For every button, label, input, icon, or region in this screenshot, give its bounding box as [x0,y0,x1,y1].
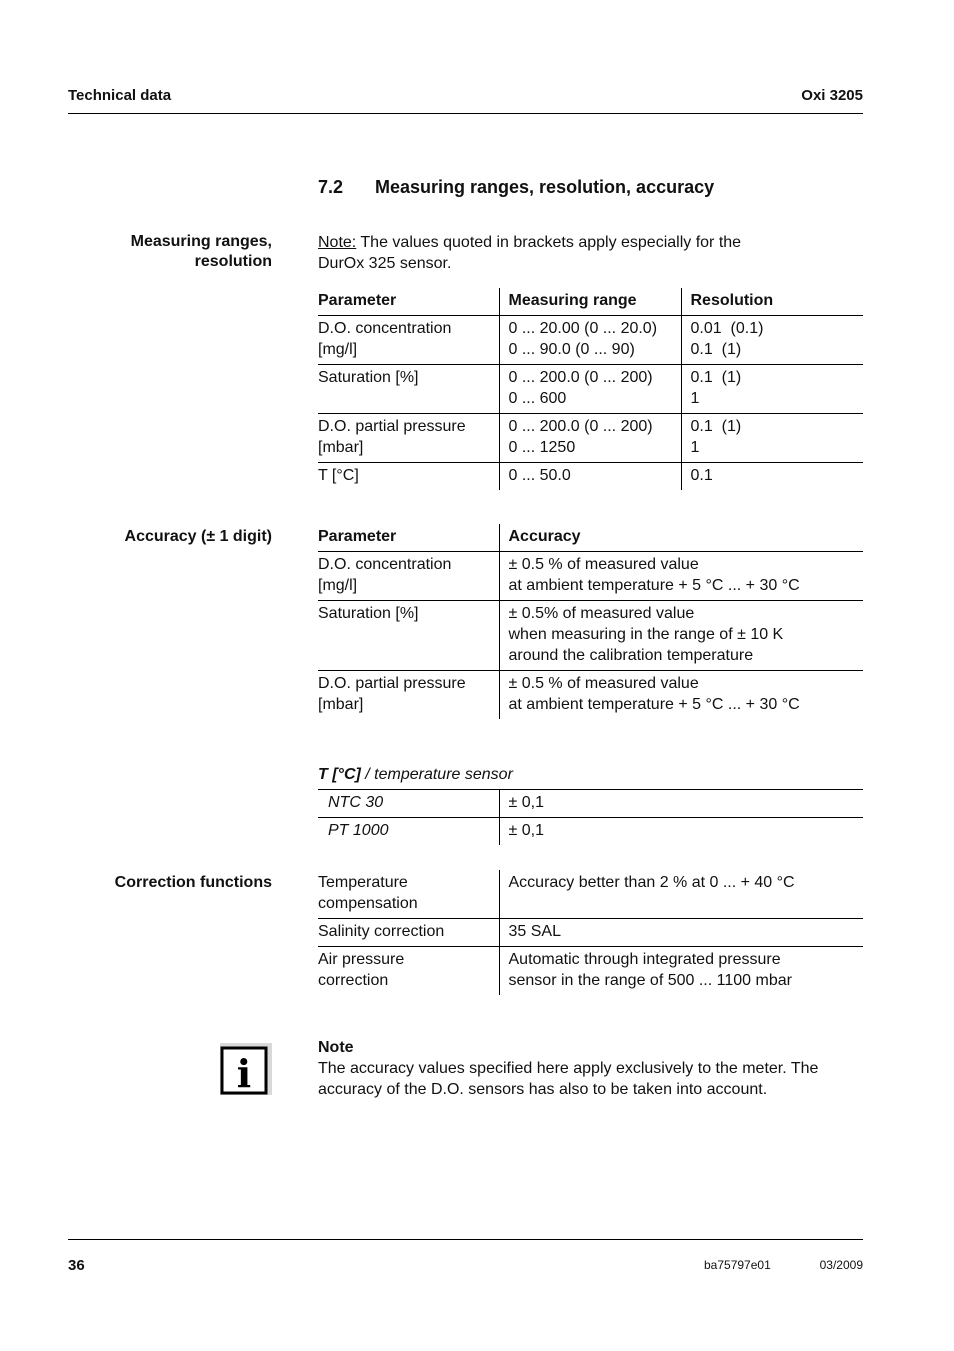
ranges-note: Note: The values quoted in brackets apply especially for the DurOx 325 sensor. [318,234,742,272]
header-right: Oxi 3205 [801,87,863,104]
section-number: 7.2 [318,177,344,197]
header-rule [68,113,863,114]
ranges-table-header [318,288,863,316]
section-title: Measuring ranges, resolution, accuracy [375,177,715,197]
col-header: Parameter [318,528,397,545]
sensor-name: PT 1000 [328,822,389,839]
footer-rule [68,1239,863,1240]
table-row: D.O. concentration [mg/l] ± 0.5 % of measured value at ambient temperature + 5 °C ... + 30 °C [318,552,863,601]
side-label-accuracy: Accuracy (± 1 digit) [124,528,272,545]
ranges-table [318,288,863,490]
doc-date: 03/2009 [819,1258,863,1272]
table-row: Salinity correction 35 SAL [318,919,863,947]
table-row: NTC 30 ± 0,1 [318,790,863,818]
table-row: Air pressure correction Automatic through integrated pressure sensor in the range of 500 ... 1100 mbar [318,947,863,996]
col-header: Accuracy [499,524,863,552]
correction-table [318,870,863,995]
temperature-table [318,789,863,845]
side-label-correction: Correction functions [114,874,272,891]
note-title: Note [318,1039,354,1056]
info-icon [220,1043,272,1095]
col-header: Measuring range [499,288,681,316]
svg-text:i: i [236,1051,252,1095]
temperature-caption: T [°C] / temperature sensor [318,766,513,783]
doc-id: ba75797e01 [704,1258,771,1272]
table-row: T [°C] 0 ... 50.0 0.1 [318,463,863,491]
header-left: Technical data [68,87,172,104]
page-number: 36 [68,1257,85,1274]
table-row: Saturation [%] ± 0.5% of measured value when measuring in the range of ± 10 K around the calibration temperature [318,601,863,671]
table-row: Saturation [%] 0 ... 200.0 (0 ... 200) 0 ... 600 0.1 (1) 1 [318,365,863,414]
sensor-name: NTC 30 [328,794,384,811]
table-row: Temperature compensation Accuracy better than 2 % at 0 ... + 40 °C [318,870,863,919]
note-block: Note The accuracy values specified here apply exclusively to the meter. The accuracy of the D.O. sensors has also to be taken into account. [318,1039,819,1098]
note-prefix: Note: [318,234,357,251]
table-row: D.O. partial pressure [mbar] ± 0.5 % of measured value at ambient temperature + 5 °C ... + 30 °C [318,671,863,720]
table-row: D.O. concentration [mg/l] 0 ... 20.00 (0 ... 20.0) 0 ... 90.0 (0 ... 90) 0.01 (0.1) 0.1 (1) [318,316,863,365]
side-label-ranges: Measuring ranges, resolution [130,233,272,270]
col-header: Parameter [318,292,397,309]
accuracy-table-header [318,524,863,552]
col-header: Resolution [681,288,863,316]
table-row: D.O. partial pressure [mbar] 0 ... 200.0 (0 ... 200) 0 ... 1250 0.1 (1) 1 [318,414,863,463]
accuracy-table [318,524,863,719]
table-row: PT 1000 ± 0,1 [318,818,863,846]
